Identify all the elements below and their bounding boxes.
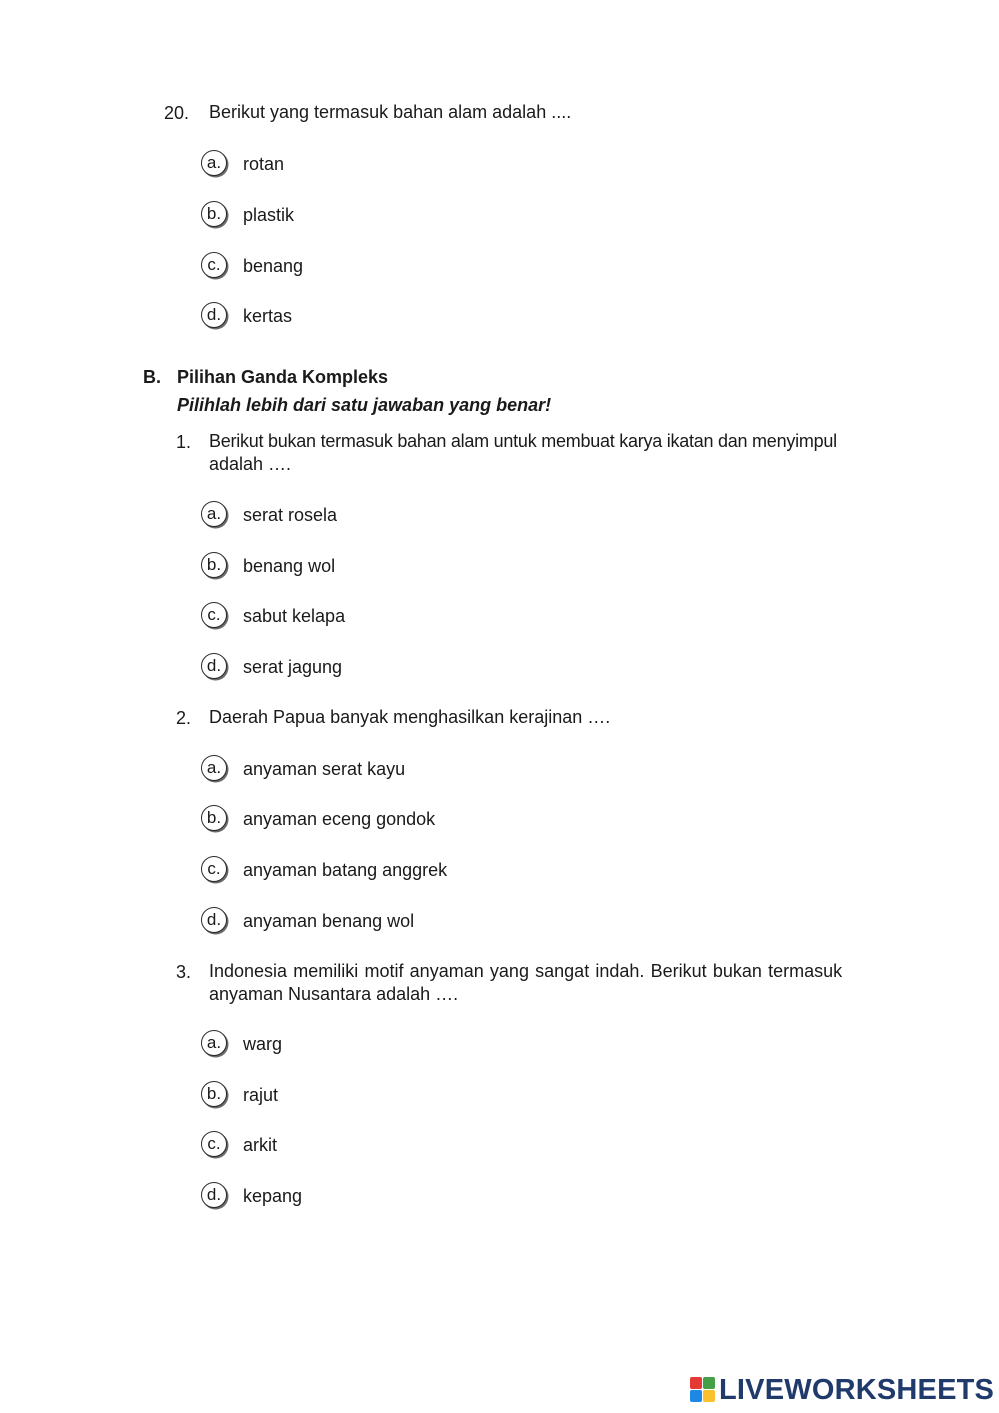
question-b3-text-line2: anyaman Nusantara adalah ….: [209, 984, 459, 1004]
option-bubble[interactable]: a.: [201, 1030, 227, 1056]
b2-option-d[interactable]: [201, 907, 721, 935]
option-label: sabut kelapa: [243, 606, 346, 626]
option-bubble[interactable]: c.: [201, 1131, 227, 1157]
b1-option-c[interactable]: [201, 602, 721, 630]
option-label: anyaman eceng gondok: [243, 809, 436, 829]
b1-option-b[interactable]: [201, 552, 721, 580]
option-bubble[interactable]: c.: [201, 856, 227, 882]
section-b-letter: B.: [143, 367, 161, 387]
option-bubble[interactable]: c.: [201, 602, 227, 628]
option-label: warg: [243, 1034, 283, 1054]
option-bubble[interactable]: b.: [201, 552, 227, 578]
brand-name: LIVEWORKSHEETS: [719, 1373, 995, 1406]
option-label: benang wol: [243, 556, 336, 576]
question-b2-number: 2.: [176, 708, 192, 728]
question-b1-text-line1: Berikut bukan termasuk bahan alam untuk membuat karya ikatan dan menyimpul: [209, 431, 837, 451]
b3-option-c[interactable]: [201, 1131, 721, 1159]
option-label: rajut: [243, 1085, 279, 1105]
b1-option-a[interactable]: [201, 501, 721, 529]
question-b1-text-line2: adalah ….: [209, 454, 292, 474]
option-label: kertas: [243, 306, 293, 326]
section-b-title: Pilihan Ganda Kompleks: [177, 367, 389, 387]
option-bubble[interactable]: d.: [201, 907, 227, 933]
question-20-number: 20.: [164, 103, 190, 123]
b2-option-a[interactable]: [201, 755, 721, 783]
question-b3-text-line1: Indonesia memiliki motif anyaman yang sangat indah. Berikut bukan termasuk: [209, 961, 843, 981]
question-b1-number: 1.: [176, 432, 192, 452]
q20-option-d[interactable]: [201, 302, 721, 330]
b3-option-d[interactable]: [201, 1182, 721, 1210]
section-b-instruction: Pilihlah lebih dari satu jawaban yang benar!: [177, 395, 552, 415]
q20-option-a[interactable]: [201, 150, 721, 178]
b2-option-c[interactable]: [201, 856, 721, 884]
option-bubble[interactable]: b.: [201, 201, 227, 227]
option-bubble[interactable]: a.: [201, 755, 227, 781]
option-label: anyaman serat kayu: [243, 759, 406, 779]
question-20-text: Berikut yang termasuk bahan alam adalah ....: [209, 102, 572, 122]
option-label: anyaman batang anggrek: [243, 860, 448, 880]
q20-option-c[interactable]: [201, 252, 721, 280]
option-bubble[interactable]: c.: [201, 252, 227, 278]
option-label: plastik: [243, 205, 295, 225]
option-label: benang: [243, 256, 304, 276]
option-bubble[interactable]: b.: [201, 805, 227, 831]
b3-option-a[interactable]: [201, 1030, 721, 1058]
b1-option-d[interactable]: [201, 653, 721, 681]
option-bubble[interactable]: b.: [201, 1081, 227, 1107]
option-label: arkit: [243, 1135, 278, 1155]
option-bubble[interactable]: d.: [201, 1182, 227, 1208]
option-label: serat rosela: [243, 505, 338, 525]
option-bubble[interactable]: a.: [201, 501, 227, 527]
q20-option-b[interactable]: [201, 201, 721, 229]
liveworksheets-logo-icon: [690, 1377, 716, 1403]
option-label: anyaman benang wol: [243, 911, 415, 931]
option-bubble[interactable]: d.: [201, 302, 227, 328]
option-label: kepang: [243, 1186, 303, 1206]
option-label: serat jagung: [243, 657, 343, 677]
option-bubble[interactable]: a.: [201, 150, 227, 176]
option-bubble[interactable]: d.: [201, 653, 227, 679]
b2-option-b[interactable]: [201, 805, 721, 833]
option-label: rotan: [243, 154, 285, 174]
liveworksheets-brand[interactable]: [690, 1373, 994, 1407]
question-b3-number: 3.: [176, 962, 192, 982]
b3-option-b[interactable]: [201, 1081, 721, 1109]
question-b2-text: Daerah Papua banyak menghasilkan kerajinan ….: [209, 707, 611, 727]
